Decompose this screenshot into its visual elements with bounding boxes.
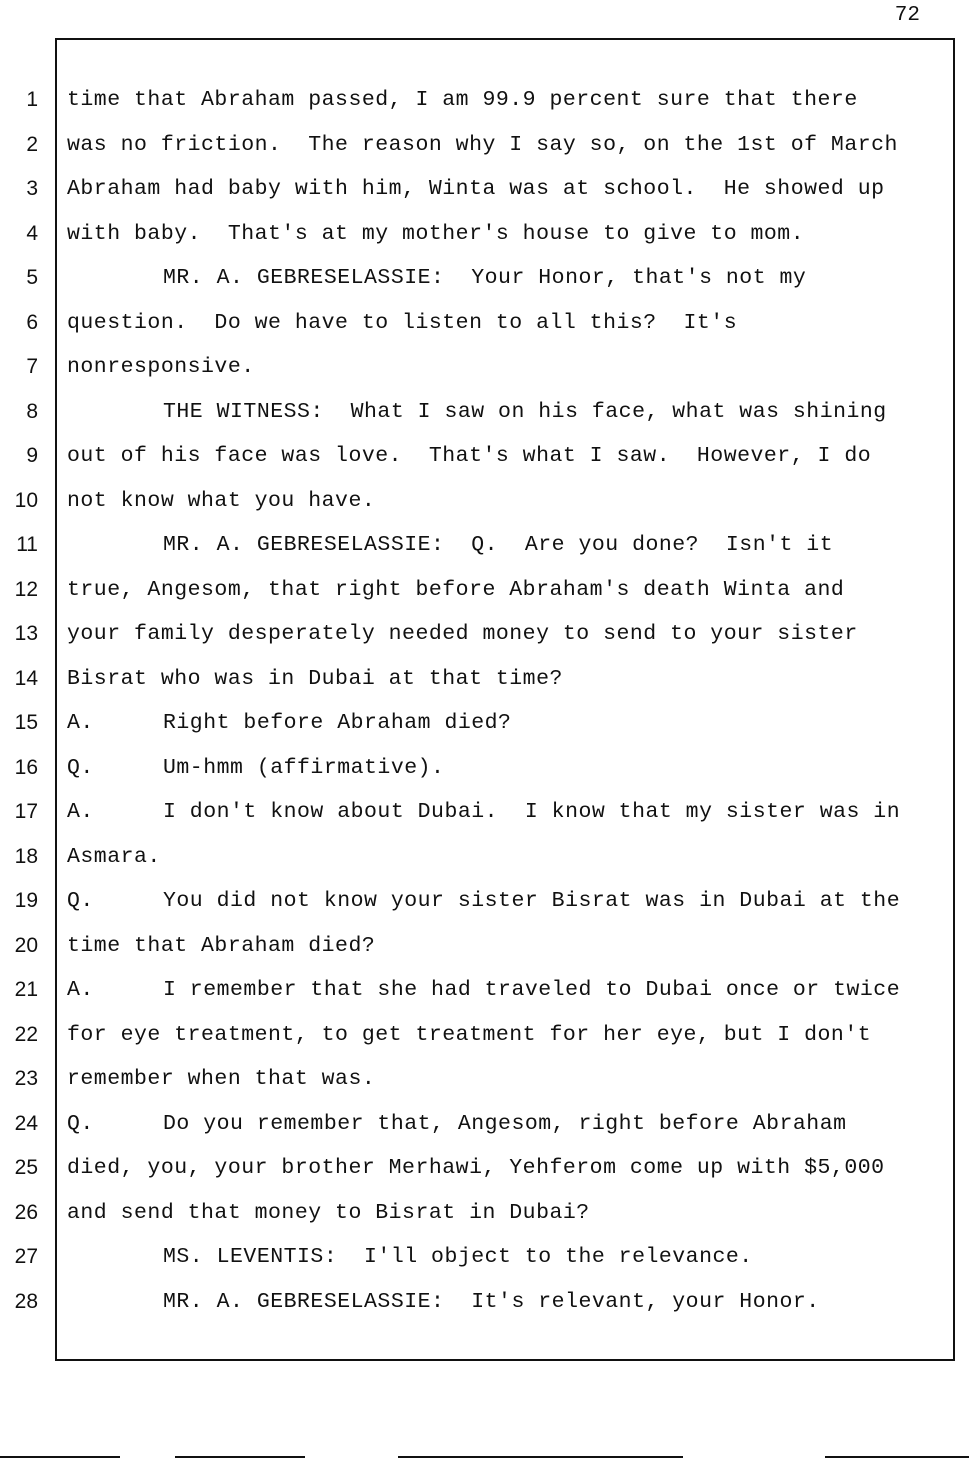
transcript-line bbox=[67, 756, 444, 780]
qa-label: A. bbox=[67, 711, 94, 735]
line-text: true, Angesom, that right before Abraham's death Winta and bbox=[67, 578, 845, 602]
line-number: 1 bbox=[26, 88, 38, 111]
line-text: You did not know your sister Bisrat was in Dubai at the bbox=[163, 889, 901, 913]
transcript-line bbox=[67, 1112, 847, 1136]
line-text: Abraham had baby with him, Winta was at school. He showed up bbox=[67, 177, 885, 201]
transcript-line bbox=[67, 578, 844, 602]
line-number: 5 bbox=[26, 266, 38, 289]
line-text: remember when that was. bbox=[67, 1067, 376, 1091]
line-number: 23 bbox=[14, 1067, 38, 1090]
transcript-line bbox=[67, 622, 858, 646]
transcript-line bbox=[67, 177, 885, 201]
line-number: 4 bbox=[26, 222, 38, 245]
line-number: 12 bbox=[14, 578, 38, 601]
transcript-line bbox=[67, 88, 858, 112]
transcript-line bbox=[67, 889, 900, 913]
line-text: was no friction. The reason why I say so, on the 1st of March bbox=[67, 133, 898, 157]
line-number: 22 bbox=[14, 1023, 38, 1046]
qa-label: Q. bbox=[67, 1112, 94, 1136]
line-number: 17 bbox=[14, 800, 38, 823]
line-number: 10 bbox=[14, 489, 38, 512]
line-number: 27 bbox=[14, 1245, 38, 1268]
line-number: 20 bbox=[14, 934, 38, 957]
line-text: I remember that she had traveled to Dubai once or twice bbox=[163, 978, 901, 1002]
line-text: Do you remember that, Angesom, right before Abraham bbox=[163, 1112, 847, 1136]
transcript-line bbox=[67, 311, 737, 335]
line-number: 13 bbox=[14, 622, 38, 645]
transcript-line bbox=[67, 400, 887, 424]
line-text: THE WITNESS: What I saw on his face, what was shining bbox=[163, 400, 887, 424]
line-number: 18 bbox=[14, 845, 38, 868]
line-text: Um-hmm (affirmative). bbox=[163, 756, 445, 780]
line-number: 11 bbox=[16, 533, 38, 556]
line-number: 6 bbox=[26, 311, 38, 334]
line-text: nonresponsive. bbox=[67, 355, 255, 379]
line-text: died, you, your brother Merhawi, Yehferom come up with $5,000 bbox=[67, 1156, 885, 1180]
line-number: 19 bbox=[14, 889, 38, 912]
line-text: MR. A. GEBRESELASSIE: It's relevant, your Honor. bbox=[163, 1290, 820, 1314]
line-number: 7 bbox=[26, 355, 38, 378]
line-text: your family desperately needed money to send to your sister bbox=[67, 622, 858, 646]
transcript-line bbox=[67, 266, 806, 290]
transcript-line bbox=[67, 533, 833, 557]
transcript-line bbox=[67, 1067, 375, 1091]
transcript-line bbox=[67, 1201, 590, 1225]
line-text: with baby. That's at my mother's house to give to mom. bbox=[67, 222, 805, 246]
line-text: Asmara. bbox=[67, 845, 161, 869]
transcript-line bbox=[67, 444, 871, 468]
transcript-line bbox=[67, 133, 898, 157]
line-text: Bisrat who was in Dubai at that time? bbox=[67, 667, 563, 691]
footer-rule bbox=[175, 1456, 305, 1458]
line-text: question. Do we have to listen to all this? It's bbox=[67, 311, 738, 335]
qa-label: A. bbox=[67, 800, 94, 824]
line-text: time that Abraham passed, I am 99.9 percent sure that there bbox=[67, 88, 858, 112]
page-number: 72 bbox=[894, 4, 920, 27]
line-text: for eye treatment, to get treatment for her eye, but I don't bbox=[67, 1023, 872, 1047]
line-text: time that Abraham died? bbox=[67, 934, 376, 958]
transcript-line bbox=[67, 1023, 871, 1047]
line-text: MR. A. GEBRESELASSIE: Q. Are you done? Isn't it bbox=[163, 533, 834, 557]
transcript-line bbox=[67, 711, 511, 735]
line-text: MR. A. GEBRESELASSIE: Your Honor, that's not my bbox=[163, 266, 807, 290]
line-text: out of his face was love. That's what I saw. However, I do bbox=[67, 444, 872, 468]
line-text: Right before Abraham died? bbox=[163, 711, 512, 735]
transcript-line bbox=[67, 222, 804, 246]
transcript-line bbox=[67, 667, 563, 691]
transcript-line bbox=[67, 489, 375, 513]
line-number: 8 bbox=[26, 400, 38, 423]
line-number: 26 bbox=[14, 1201, 38, 1224]
footer-rule bbox=[0, 1456, 120, 1458]
line-number: 16 bbox=[14, 756, 38, 779]
footer-rule bbox=[825, 1456, 969, 1458]
transcript-line bbox=[67, 845, 161, 869]
line-number: 14 bbox=[14, 667, 38, 690]
footer-rule bbox=[398, 1456, 683, 1458]
qa-label: A. bbox=[67, 978, 94, 1002]
transcript-line bbox=[67, 1290, 820, 1314]
transcript-line bbox=[67, 355, 255, 379]
line-number: 21 bbox=[14, 978, 38, 1001]
qa-label: Q. bbox=[67, 756, 94, 780]
line-text: MS. LEVENTIS: I'll object to the relevance. bbox=[163, 1245, 753, 1269]
transcript-line bbox=[67, 800, 900, 824]
line-number: 15 bbox=[14, 711, 38, 734]
line-number: 2 bbox=[26, 133, 38, 156]
line-number: 28 bbox=[14, 1290, 38, 1313]
line-text: I don't know about Dubai. I know that my sister was in bbox=[163, 800, 901, 824]
transcript-line bbox=[67, 1156, 885, 1180]
transcript-line bbox=[67, 934, 375, 958]
line-number: 24 bbox=[14, 1112, 38, 1135]
line-number: 25 bbox=[14, 1156, 38, 1179]
line-text: and send that money to Bisrat in Dubai? bbox=[67, 1201, 590, 1225]
line-text: not know what you have. bbox=[67, 489, 376, 513]
qa-label: Q. bbox=[67, 889, 94, 913]
transcript-line bbox=[67, 978, 900, 1002]
line-number: 9 bbox=[26, 444, 38, 467]
line-number: 3 bbox=[26, 177, 38, 200]
transcript-line bbox=[67, 1245, 753, 1269]
